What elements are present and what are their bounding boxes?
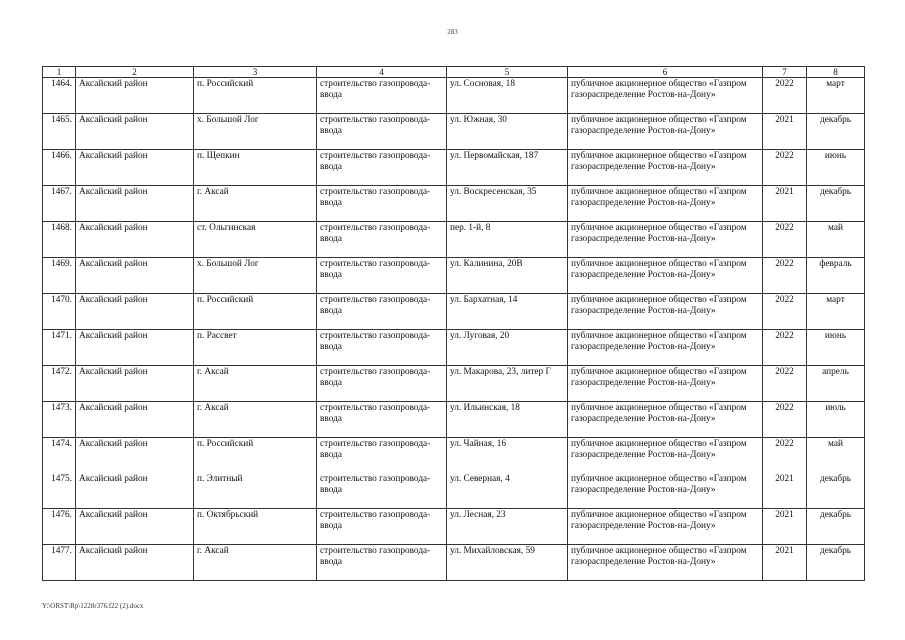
work-type-cell: строительство газопровода-ввода [317, 402, 447, 438]
file-path-footer: Y:\ORST\Rp\1228r376.f22 (2).docx [42, 602, 144, 610]
table-row [43, 330, 865, 366]
row-number: 1470. [43, 294, 76, 330]
district-cell: Аксайский район [76, 545, 194, 581]
month-cell: апрель [807, 366, 865, 402]
work-type-cell: строительство газопровода-ввода [317, 78, 447, 114]
row-number: 1475. [43, 473, 76, 509]
month-cell: декабрь [807, 473, 865, 509]
row-number: 1466. [43, 150, 76, 186]
organization-cell: публичное акционерное общество «Газпром газораспределение Ростов-на-Дону» [568, 473, 763, 509]
district-cell: Аксайский район [76, 150, 194, 186]
locality-cell: п. Щепкин [194, 150, 317, 186]
district-cell: Аксайский район [76, 509, 194, 545]
column-header: 5 [447, 67, 568, 78]
row-number: 1473. [43, 402, 76, 438]
address-cell: ул. Воскресенская, 35 [447, 186, 568, 222]
year-cell: 2022 [763, 294, 807, 330]
table-row [43, 509, 865, 545]
month-cell: март [807, 78, 865, 114]
row-number: 1469. [43, 258, 76, 294]
row-number: 1464. [43, 78, 76, 114]
organization-cell: публичное акционерное общество «Газпром газораспределение Ростов-на-Дону» [568, 258, 763, 294]
address-cell: ул. Северная, 4 [447, 473, 568, 509]
table-body [43, 78, 865, 581]
table-row [43, 366, 865, 402]
row-number: 1477. [43, 545, 76, 581]
row-number: 1476. [43, 509, 76, 545]
address-cell: ул. Чайная, 16 [447, 438, 568, 474]
address-cell: ул. Южная, 30 [447, 114, 568, 150]
work-type-cell: строительство газопровода-ввода [317, 150, 447, 186]
gas-pipeline-schedule-table [42, 66, 865, 581]
month-cell: май [807, 438, 865, 474]
year-cell: 2022 [763, 78, 807, 114]
address-cell: ул. Калинина, 20В [447, 258, 568, 294]
year-cell: 2021 [763, 545, 807, 581]
year-cell: 2021 [763, 509, 807, 545]
address-cell: ул. Ильинская, 18 [447, 402, 568, 438]
table-row [43, 222, 865, 258]
organization-cell: публичное акционерное общество «Газпром газораспределение Ростов-на-Дону» [568, 186, 763, 222]
month-cell: июль [807, 402, 865, 438]
district-cell: Аксайский район [76, 294, 194, 330]
table-row [43, 294, 865, 330]
column-header: 6 [568, 67, 763, 78]
locality-cell: п. Октябрьский [194, 509, 317, 545]
column-header: 2 [76, 67, 194, 78]
district-cell: Аксайский район [76, 186, 194, 222]
address-cell: ул. Михайловская, 59 [447, 545, 568, 581]
locality-cell: п. Российский [194, 294, 317, 330]
locality-cell: г. Аксай [194, 366, 317, 402]
work-type-cell: строительство газопровода-ввода [317, 509, 447, 545]
district-cell: Аксайский район [76, 330, 194, 366]
work-type-cell: строительство газопровода-ввода [317, 545, 447, 581]
organization-cell: публичное акционерное общество «Газпром газораспределение Ростов-на-Дону» [568, 330, 763, 366]
year-cell: 2022 [763, 222, 807, 258]
organization-cell: публичное акционерное общество «Газпром газораспределение Ростов-на-Дону» [568, 222, 763, 258]
page-number: 283 [447, 28, 458, 36]
year-cell: 2021 [763, 186, 807, 222]
year-cell: 2022 [763, 438, 807, 474]
locality-cell: г. Аксай [194, 402, 317, 438]
table-row [43, 150, 865, 186]
month-cell: июнь [807, 150, 865, 186]
month-cell: февраль [807, 258, 865, 294]
organization-cell: публичное акционерное общество «Газпром газораспределение Ростов-на-Дону» [568, 78, 763, 114]
district-cell: Аксайский район [76, 258, 194, 294]
table-row [43, 186, 865, 222]
table-row [43, 402, 865, 438]
organization-cell: публичное акционерное общество «Газпром газораспределение Ростов-на-Дону» [568, 402, 763, 438]
locality-cell: х. Большой Лог [194, 114, 317, 150]
address-cell: ул. Бархатная, 14 [447, 294, 568, 330]
locality-cell: ст. Ольгинская [194, 222, 317, 258]
district-cell: Аксайский район [76, 114, 194, 150]
work-type-cell: строительство газопровода-ввода [317, 294, 447, 330]
locality-cell: г. Аксай [194, 186, 317, 222]
table-row [43, 473, 865, 509]
row-number: 1472. [43, 366, 76, 402]
district-cell: Аксайский район [76, 78, 194, 114]
work-type-cell: строительство газопровода-ввода [317, 222, 447, 258]
organization-cell: публичное акционерное общество «Газпром газораспределение Ростов-на-Дону» [568, 114, 763, 150]
column-header: 1 [43, 67, 76, 78]
organization-cell: публичное акционерное общество «Газпром газораспределение Ростов-на-Дону» [568, 545, 763, 581]
organization-cell: публичное акционерное общество «Газпром газораспределение Ростов-на-Дону» [568, 150, 763, 186]
district-cell: Аксайский район [76, 438, 194, 474]
table-row [43, 258, 865, 294]
work-type-cell: строительство газопровода-ввода [317, 258, 447, 294]
month-cell: май [807, 222, 865, 258]
work-type-cell: строительство газопровода-ввода [317, 114, 447, 150]
column-header: 8 [807, 67, 865, 78]
table-row [43, 438, 865, 474]
year-cell: 2022 [763, 366, 807, 402]
row-number: 1471. [43, 330, 76, 366]
year-cell: 2022 [763, 150, 807, 186]
year-cell: 2022 [763, 402, 807, 438]
row-number: 1474. [43, 438, 76, 474]
work-type-cell: строительство газопровода-ввода [317, 473, 447, 509]
year-cell: 2021 [763, 473, 807, 509]
locality-cell: п. Российский [194, 78, 317, 114]
year-cell: 2022 [763, 258, 807, 294]
row-number: 1468. [43, 222, 76, 258]
month-cell: декабрь [807, 509, 865, 545]
column-number-row [43, 67, 865, 78]
work-type-cell: строительство газопровода-ввода [317, 330, 447, 366]
organization-cell: публичное акционерное общество «Газпром газораспределение Ростов-на-Дону» [568, 438, 763, 474]
locality-cell: п. Рассвет [194, 330, 317, 366]
address-cell: ул. Макарова, 23, литер Г [447, 366, 568, 402]
locality-cell: г. Аксай [194, 545, 317, 581]
district-cell: Аксайский район [76, 473, 194, 509]
row-number: 1467. [43, 186, 76, 222]
locality-cell: х. Большой Лог [194, 258, 317, 294]
address-cell: ул. Первомайская, 187 [447, 150, 568, 186]
address-cell: ул. Луговая, 20 [447, 330, 568, 366]
work-type-cell: строительство газопровода-ввода [317, 186, 447, 222]
row-number: 1465. [43, 114, 76, 150]
organization-cell: публичное акционерное общество «Газпром газораспределение Ростов-на-Дону» [568, 366, 763, 402]
table-row [43, 545, 865, 581]
column-header: 4 [317, 67, 447, 78]
district-cell: Аксайский район [76, 222, 194, 258]
work-type-cell: строительство газопровода-ввода [317, 366, 447, 402]
month-cell: декабрь [807, 114, 865, 150]
work-type-cell: строительство газопровода-ввода [317, 438, 447, 474]
year-cell: 2022 [763, 330, 807, 366]
district-cell: Аксайский район [76, 366, 194, 402]
table-row [43, 114, 865, 150]
column-header: 7 [763, 67, 807, 78]
organization-cell: публичное акционерное общество «Газпром газораспределение Ростов-на-Дону» [568, 294, 763, 330]
locality-cell: п. Элитный [194, 473, 317, 509]
district-cell: Аксайский район [76, 402, 194, 438]
locality-cell: п. Российский [194, 438, 317, 474]
table-row [43, 78, 865, 114]
address-cell: пер. 1-й, 8 [447, 222, 568, 258]
address-cell: ул. Сосновая, 18 [447, 78, 568, 114]
month-cell: март [807, 294, 865, 330]
month-cell: июнь [807, 330, 865, 366]
column-header: 3 [194, 67, 317, 78]
month-cell: декабрь [807, 186, 865, 222]
address-cell: ул. Лесная, 23 [447, 509, 568, 545]
month-cell: декабрь [807, 545, 865, 581]
year-cell: 2021 [763, 114, 807, 150]
organization-cell: публичное акционерное общество «Газпром газораспределение Ростов-на-Дону» [568, 509, 763, 545]
